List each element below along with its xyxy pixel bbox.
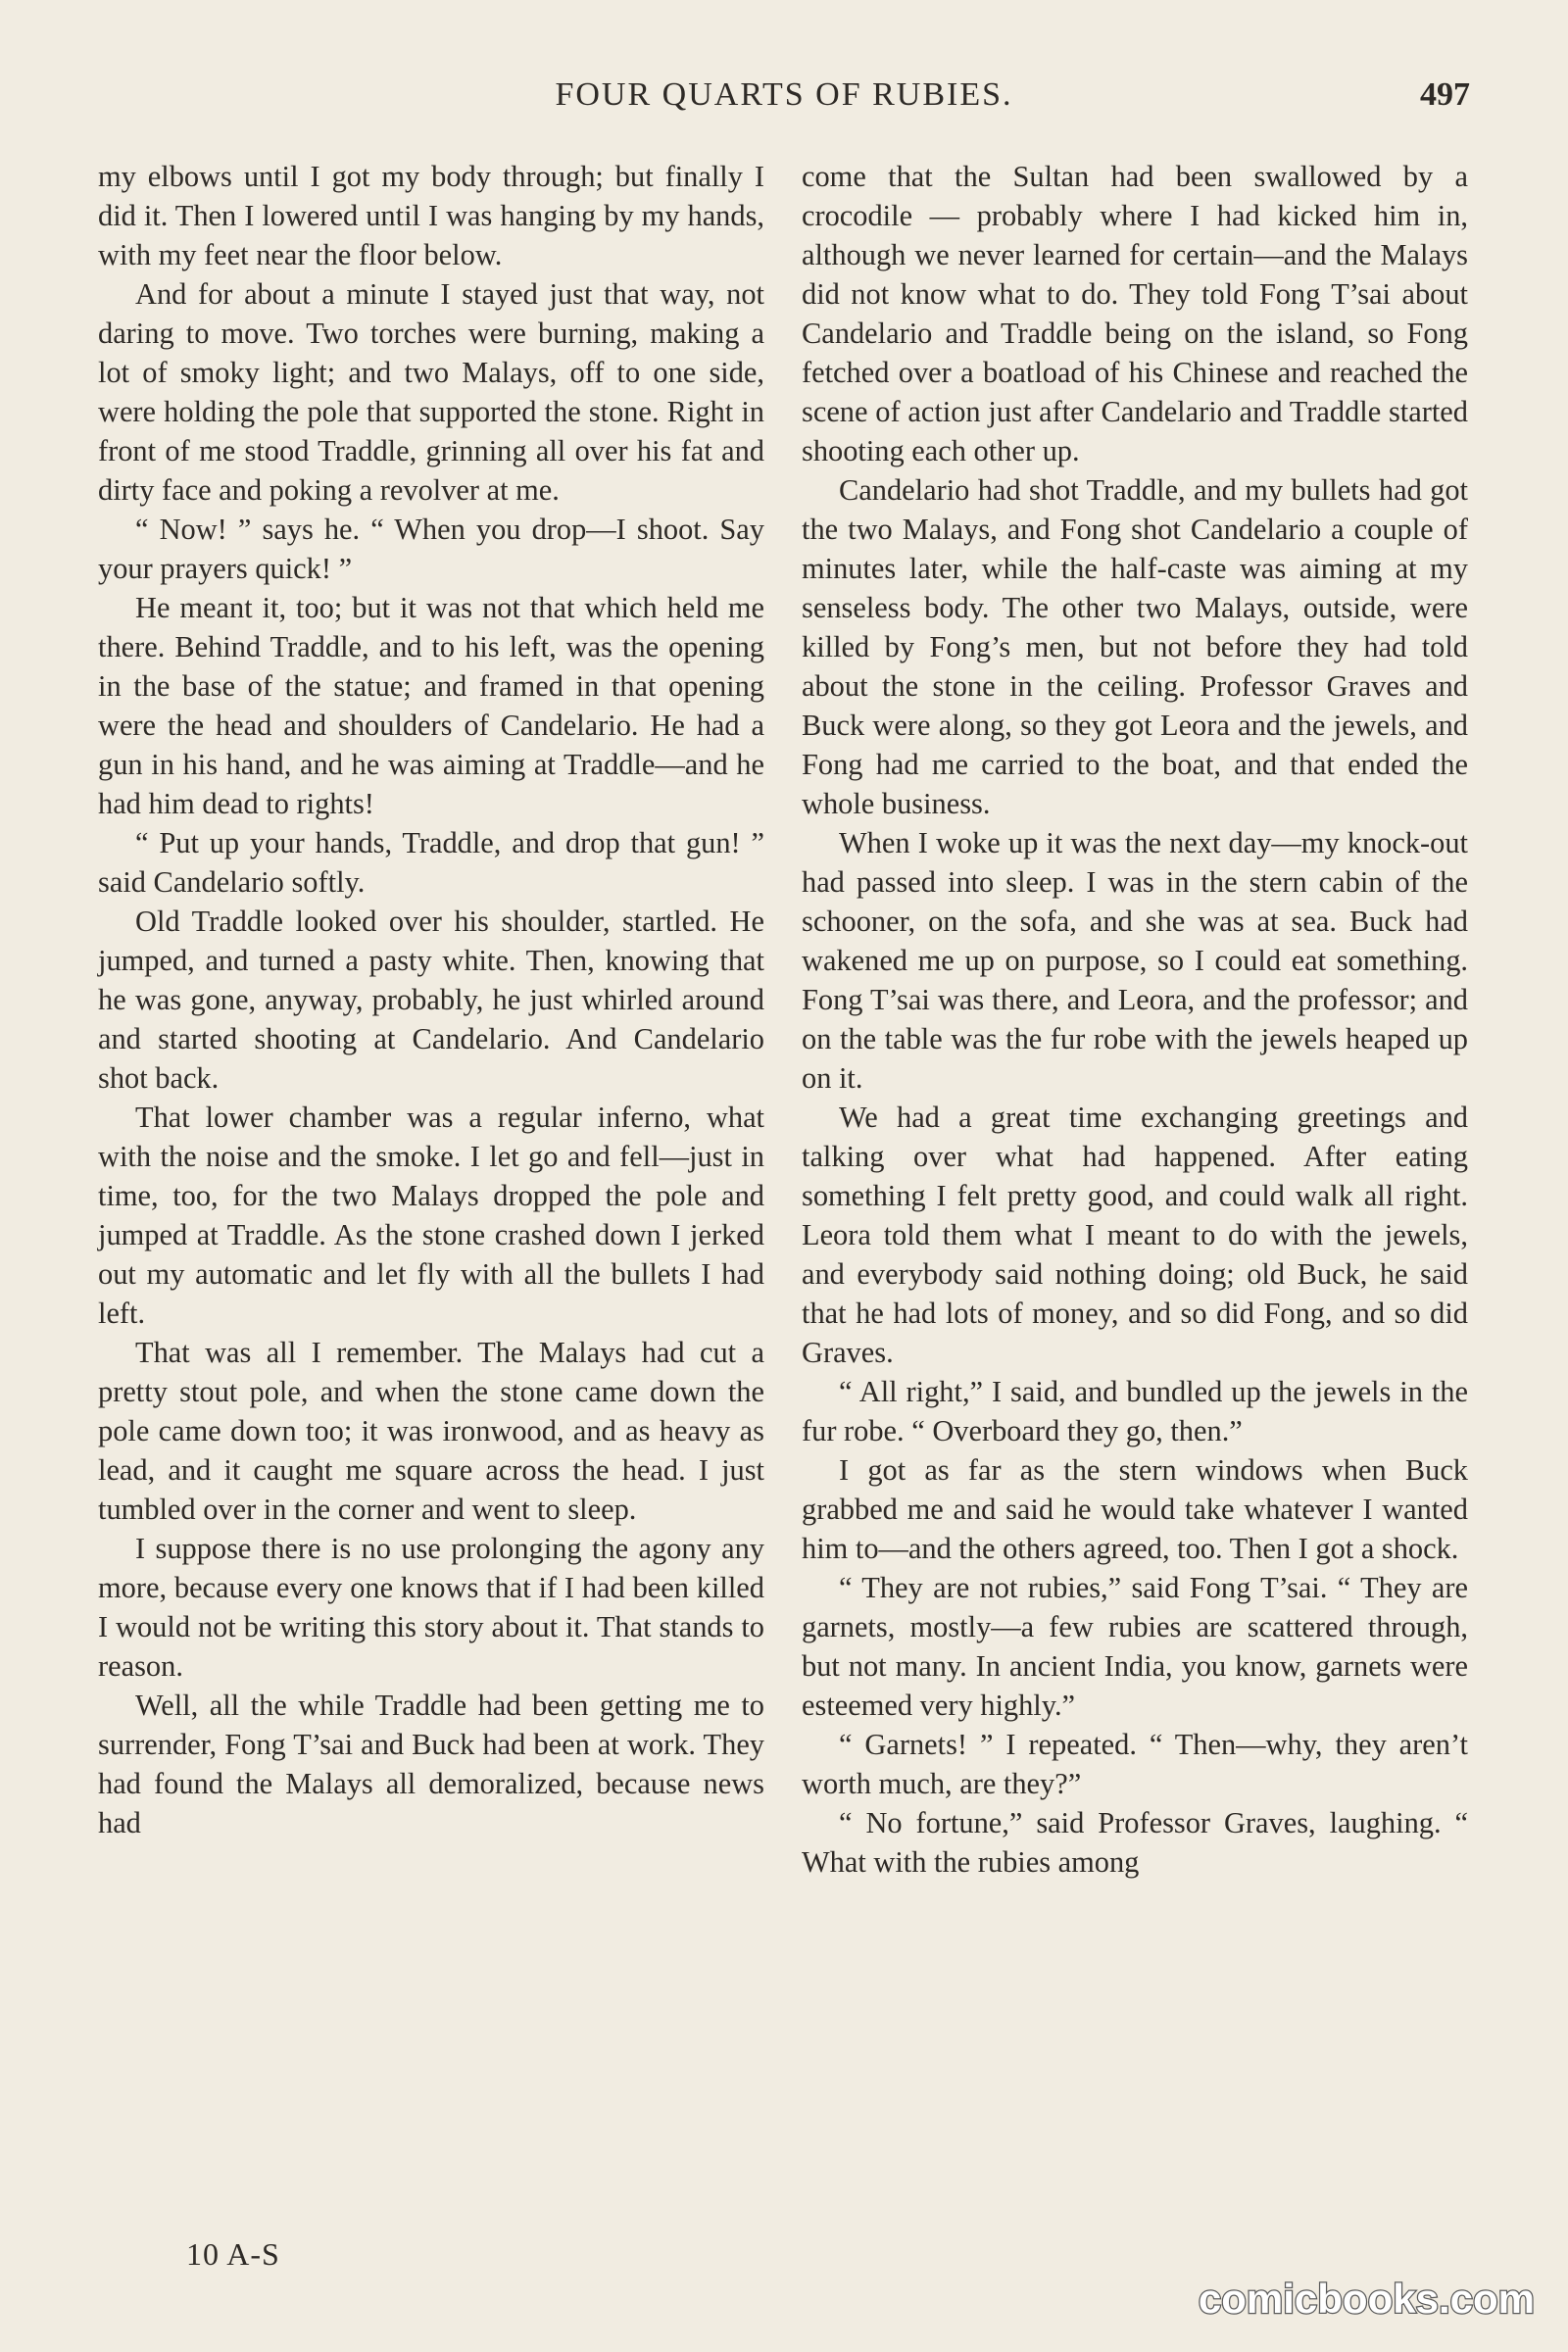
paragraph: Candelario had shot Traddle, and my bullets had got the two Malays, and Fong shot Candelario a couple of minutes later, while the half-caste was aiming at my senseless body. The other two Malays, outside, were killed by Fong’s men, but not before they had told about the stone in the ceiling. Professor Graves and Buck were along, so they got Leora and the jewels, and Fong had me carried to the boat, and that ended the whole business. [802,473,1468,820]
paragraph: “ Put up your hands, Traddle, and drop that gun! ” said Candelario softly. [98,826,764,899]
paragraph: And for about a minute I stayed just that way, not daring to move. Two torches were burning, making a lot of smoky light; and two Malays, off to one side, were holding the pole that supported the stone. Right in front of me stood Traddle, grinning all over his fat and dirty face and poking a revolver at me. [98,277,764,507]
paragraph: That lower chamber was a regular inferno, what with the noise and the smoke. I let go and fell—just in time, too, for the two Malays dropped the pole and jumped at Traddle. As the stone crashed down I jerked out my automatic and let fly with all the bullets I had left. [98,1101,764,1330]
paragraph: When I woke up it was the next day—my knock-out had passed into sleep. I was in the stern cabin of the schooner, on the sofa, and she was at sea. Buck had wakened me up on purpose, so I could eat something. Fong T’sai was there, and Leora, and the professor; and on the table was the fur robe with the jewels heaped up on it. [802,826,1468,1095]
right-column [802,157,1468,1882]
paragraph: my elbows until I got my body through; but finally I did it. Then I lowered until I was hanging by my hands, with my feet near the floor below. [98,160,764,271]
page-header [98,76,1470,125]
paragraph: “ They are not rubies,” said Fong T’sai. “ They are garnets, mostly—a few rubies are scattered through, but not many. In ancient India, you know, garnets were esteemed very highly.” [802,1571,1468,1722]
paragraph: We had a great time exchanging greetings and talking over what had happened. After eating something I felt pretty good, and could walk all right. Leora told them what I meant to do with the jewels, and everybody said nothing doing; old Buck, he said that he had lots of money, and so did Fong, and so did Graves. [802,1101,1468,1369]
left-column [98,157,764,1842]
paragraph: “ All right,” I said, and bundled up the jewels in the fur robe. “ Overboard they go, then.” [802,1375,1468,1447]
paragraph: I got as far as the stern windows when Buck grabbed me and said he would take whatever I wanted him to—and the others agreed, too. Then I got a shock. [802,1453,1468,1565]
paragraph: “ Garnets! ” I repeated. “ Then—why, they aren’t worth much, are they?” [802,1728,1468,1800]
paragraph: “ No fortune,” said Professor Graves, laughing. “ What with the rubies among [802,1806,1468,1879]
page-number: 497 [1420,76,1470,113]
paragraph: He meant it, too; but it was not that which held me there. Behind Traddle, and to his left, was the opening in the base of the statue; and framed in that opening were the head and shoulders of Candelario. He had a gun in his hand, and he was aiming at Traddle—and he had him dead to rights! [98,591,764,820]
paragraph: I suppose there is no use prolonging the agony any more, because every one knows that if I had been killed I would not be writing this story about it. That stands to reason. [98,1532,764,1683]
paragraph: That was all I remember. The Malays had cut a pretty stout pole, and when the stone came down the pole came down too; it was ironwood, and as heavy as lead, and it caught me square across the head. I just tumbled over in the corner and went to sleep. [98,1336,764,1526]
paragraph: Well, all the while Traddle had been getting me to surrender, Fong T’sai and Buck had been at work. They had found the Malays all demoralized, because news had [98,1689,764,1839]
paragraph: come that the Sultan had been swallowed by a crocodile — probably where I had kicked him in, although we never learned for certain—and the Malays did not know what to do. They told Fong T’sai about Candelario and Traddle being on the island, so Fong fetched over a boatload of his Chinese and reached the scene of action just after Candelario and Traddle started shooting each other up. [802,160,1468,467]
signature-mark: 10 A-S [186,2236,280,2272]
running-title: FOUR QUARTS OF RUBIES. [555,76,1013,113]
paragraph: “ Now! ” says he. “ When you drop—I shoot. Say your prayers quick! ” [98,513,764,585]
watermark-logo [1180,2266,1543,2330]
watermark-text: comicbooks.com [1198,2276,1535,2322]
paragraph: Old Traddle looked over his shoulder, startled. He jumped, and turned a pasty white. Then, knowing that he was gone, anyway, probably, he just whirled around and started shooting at Candelario. And Candelario shot back. [98,905,764,1095]
